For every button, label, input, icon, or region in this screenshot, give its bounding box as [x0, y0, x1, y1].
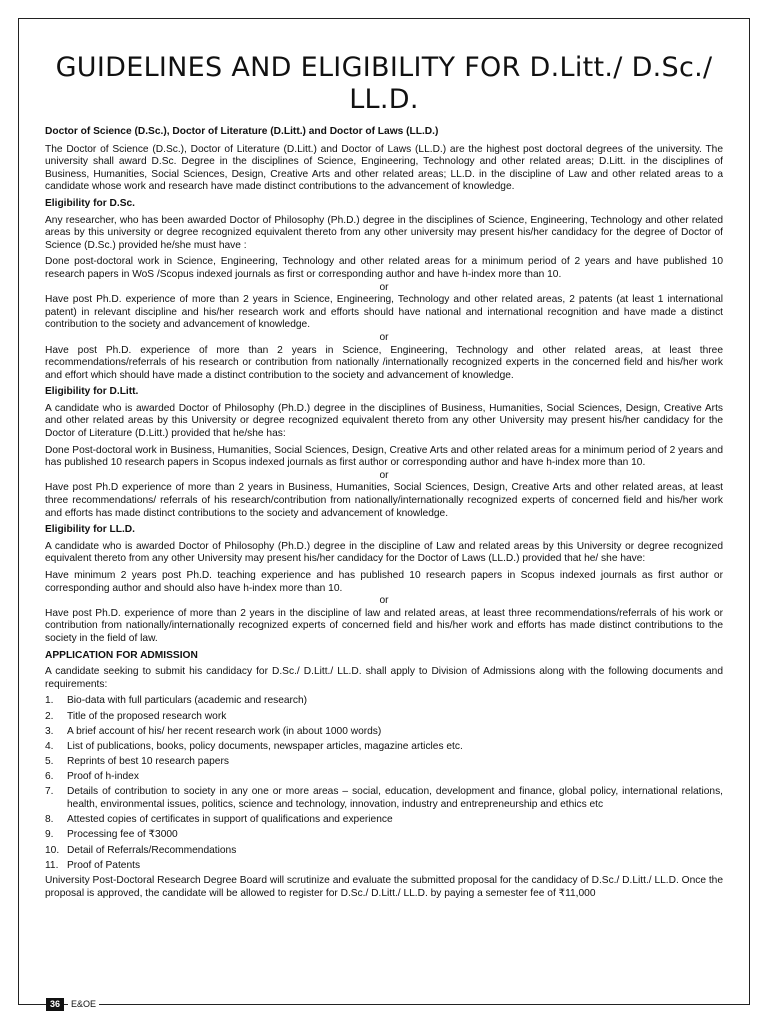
or-separator: or [379, 331, 389, 343]
list-item [45, 860, 723, 873]
footer-note: E&OE [68, 998, 99, 1011]
list-item-number: 7. [45, 786, 54, 798]
list-item-text: Bio-data with full particulars (academic and research) [67, 695, 308, 707]
list-item-text: Processing fee of ₹3000 [67, 829, 178, 841]
dlitt-option-1: Done Post-doctoral work in Business, Humanities, Social Sciences, Design, Creative Arts and other related areas for a minimum period of 2 years and has published 10 research papers in Scopus indexed journals as first author or corresponding author and have h-index more than 10. [45, 444, 723, 469]
footer-rule [18, 1004, 750, 1005]
dsc-option-3: Have post Ph.D. experience of more than 2 years in Science, Engineering, Technology and other related areas, at least three recommendations/referrals of his research or contribution from nationally /internationally recognized experts in the concerned field and his/her work and effort which should have made a distinct contribution to the society and advancement of knowledge. [45, 344, 723, 381]
or-separator: or [379, 469, 389, 481]
list-item [45, 771, 723, 784]
list-item-number: 9. [45, 829, 54, 841]
list-item [45, 814, 723, 827]
lld-option-2: Have post Ph.D. experience of more than 2 years in the discipline of law and related areas, at least three recommendations/referrals of his work or contribution from nationally/internationally recognized experts of concerned field and his/her work and efforts has made distinct contributions to the society in the field of law. [45, 607, 723, 644]
requirements-list [45, 695, 723, 872]
list-item [45, 726, 723, 739]
application-intro: A candidate seeking to submit his candidacy for D.Sc./ D.Litt./ LL.D. shall apply to Division of Admissions along with the following documents and requirements: [45, 666, 723, 690]
list-item-number: 1. [45, 695, 54, 707]
list-item-text: List of publications, books, policy documents, newspaper articles, magazine articles etc. [67, 740, 463, 752]
list-item-text: Details of contribution to society in any one or more areas – social, education, development and finance, global policy, international relations, health, environmental issues, politics, science and technology, innovation, industry and entrepreneurship and ethics etc [67, 786, 723, 811]
list-item [45, 786, 723, 811]
list-item [45, 741, 723, 754]
list-item-text: A brief account of his/ her recent research work (in about 1000 words) [67, 725, 382, 737]
list-item [45, 711, 723, 724]
list-item-number: 4. [45, 740, 54, 752]
dlitt-heading: Eligibility for D.Litt. [45, 386, 139, 398]
lld-heading: Eligibility for LL.D. [45, 524, 135, 536]
intro-paragraph: The Doctor of Science (D.Sc.), Doctor of Literature (D.Litt.) and Doctor of Laws (LL.D.) are the highest post doctoral degrees of the university. The university shall award D.Sc. Degree in the disciplines of Science, Engineering, Technology and other related areas; D.Litt. in the disciplines of Business, Humanities, Social Sciences, Design, Creative Arts and other related areas; LL.D. in the discipline of Law and other related areas to a candidate whose work and research have made distinct contributions to the advancement of knowledge. [45, 143, 723, 193]
list-item-number: 2. [45, 710, 54, 722]
dsc-intro: Any researcher, who has been awarded Doctor of Philosophy (Ph.D.) degree in the disciplines of Science, Engineering, Technology and other related areas by this university or degree recognized equivalent thereto from any other university may present his/her candidacy for the degree of Doctor of Science (D.Sc.) provided he/she must have : [45, 214, 723, 251]
list-item [45, 845, 723, 858]
list-item-number: 5. [45, 756, 54, 768]
dlitt-option-2: Have post Ph.D experience of more than 2 years in Business, Humanities, Social Sciences, Design, Creative Arts and other related areas, at least three recommendations/ referrals of his research/contribution from nationally/internationally recognized experts of concerned field and his/her work and efforts has made distinct contributions to the society and advancement of knowledge. [45, 482, 723, 519]
document-body [45, 52, 723, 900]
list-item-text: Reprints of best 10 research papers [67, 756, 229, 768]
intro-heading: Doctor of Science (D.Sc.), Doctor of Literature (D.Litt.) and Doctor of Laws (LL.D.) [45, 126, 439, 137]
dsc-heading: Eligibility for D.Sc. [45, 197, 136, 209]
list-item [45, 756, 723, 769]
list-item-number: 10. [45, 844, 60, 856]
list-item [45, 829, 723, 842]
list-item-number: 8. [45, 814, 54, 826]
list-item-text: Title of the proposed research work [67, 710, 227, 722]
lld-option-1: Have minimum 2 years post Ph.D. teaching experience and has published 10 research papers in Scopus indexed journals as first author or corresponding author and should also have h-index more than 10. [45, 570, 723, 594]
list-item-text: Proof of h-index [67, 771, 139, 783]
dsc-option-2: Have post Ph.D. experience of more than 2 years in Science, Engineering, Technology and other related areas, 2 patents (at least 1 international patent) in relevant discipline and his/her research work and efforts should have national and international recognition and have made a distinct contribution to the society and advancement of knowledge. [45, 294, 723, 331]
page-footer [18, 998, 750, 1012]
list-item-number: 11. [45, 859, 59, 871]
dlitt-intro: A candidate who is awarded Doctor of Philosophy (Ph.D.) degree in the disciplines of Business, Humanities, Social Sciences, Design, Creative Arts and other related areas by this University or degree recognized equivalent thereto from any other University may present his/her candidacy for the Doctor of Literature (D.Litt.) provided that he/she has: [45, 402, 723, 440]
list-item-text: Detail of Referrals/Recommendations [67, 844, 237, 856]
list-item-text: Proof of Patents [67, 859, 141, 871]
page-number: 36 [46, 998, 64, 1011]
or-separator: or [379, 595, 389, 607]
lld-intro: A candidate who is awarded Doctor of Philosophy (Ph.D.) degree in the discipline of Law and related areas by this University or degree recognized equivalent thereto from any other University may present his/her candidacy for the Doctor of Laws (LL.D.) provided that he/ she have: [45, 540, 723, 565]
page-title: GUIDELINES AND ELIGIBILITY FOR D.Litt./ D.Sc./ LL.D. [55, 52, 713, 115]
list-item-number: 6. [45, 771, 54, 783]
list-item-text: Attested copies of certificates in support of qualifications and experience [67, 814, 393, 826]
dsc-option-1: Done post-doctoral work in Science, Engineering, Technology and other related areas for a minimum period of 2 years and have published 10 research papers in WoS /Scopus indexed journals as first or corresponding author and have h-index more than 10. [45, 256, 723, 280]
or-separator: or [379, 281, 389, 293]
list-item [45, 695, 723, 708]
list-item-number: 3. [45, 725, 54, 737]
application-heading: APPLICATION FOR ADMISSION [45, 649, 198, 661]
application-closing: University Post-Doctoral Research Degree Board will scrutinize and evaluate the submitted proposal for the candidacy of D.Sc./ D.Litt./ LL.D. Once the proposal is approved, the candidate will be allowed to register for D.Sc./ D.Litt./ LL.D. by paying a semester fee of ₹11,000 [45, 875, 723, 899]
